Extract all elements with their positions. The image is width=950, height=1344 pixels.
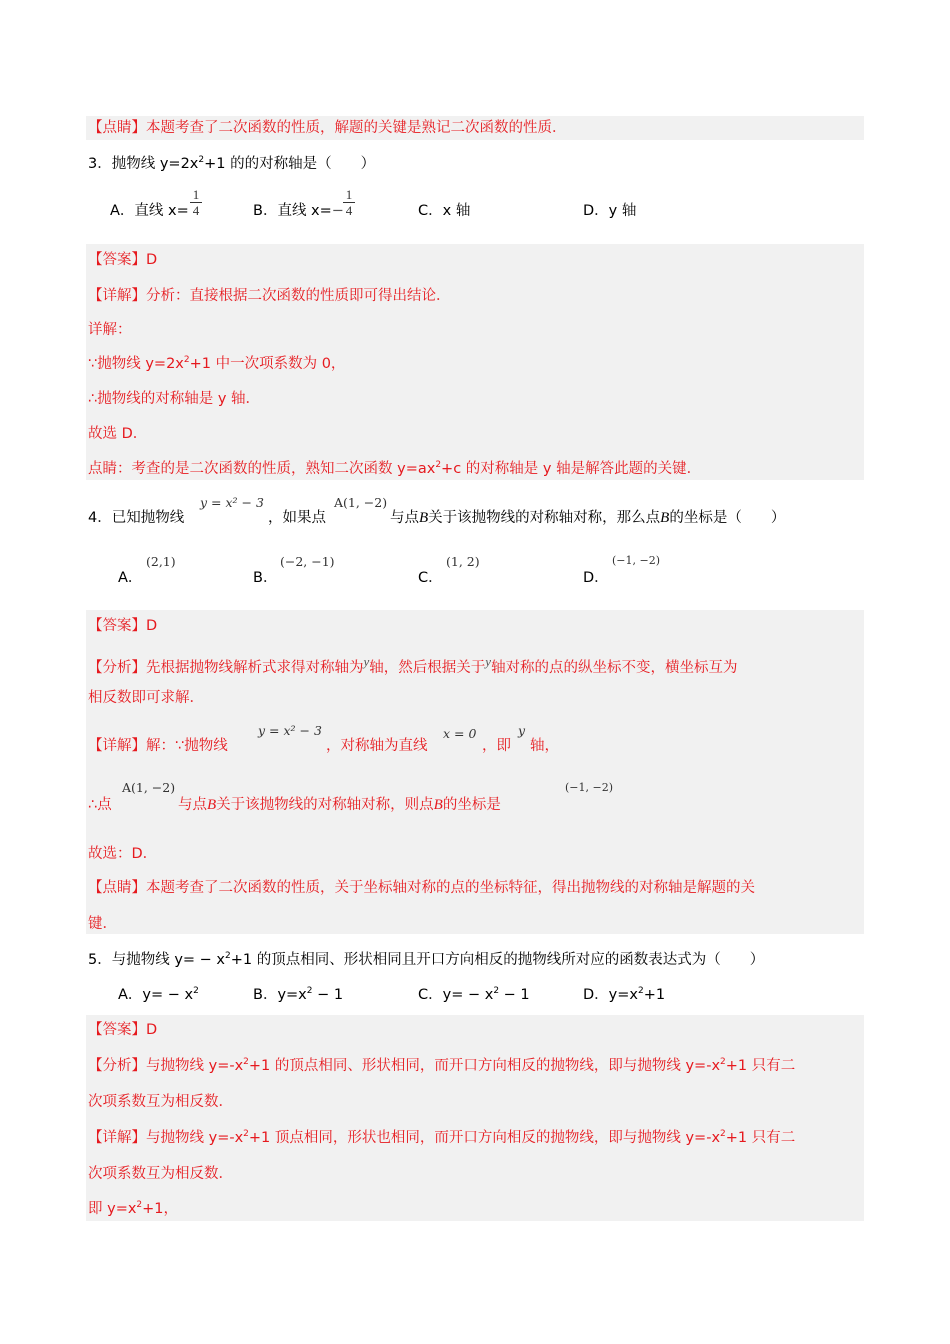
- q4-option-a: A．: [118, 570, 143, 586]
- q5-analysis-line2: 次项系数互为相反数．: [88, 1094, 233, 1110]
- q5-option-b: B．$y=x^2 - 1$: [253, 986, 344, 1003]
- q4-option-a-value: (2,1): [146, 554, 176, 569]
- q4-detail-line2-a: ∴点: [88, 797, 112, 813]
- q4-comment-line2: 键．: [88, 916, 117, 932]
- q4-detail-line2-value: (−1, −2): [565, 781, 614, 794]
- q4-comment-line1: 【点睛】本题考查了二次函数的性质，关于坐标轴对称的点的坐标特征，得出抛物线的对称轴是解题的关: [88, 880, 755, 896]
- q4-option-c-value: (1, 2): [446, 554, 480, 569]
- q4-stem-a: 4．已知抛物线: [88, 510, 185, 526]
- q3-option-a: A．直线 x=: [110, 203, 189, 219]
- q3-detail: 【详解】分析：直接根据二次函数的性质即可得出结论．: [88, 288, 451, 304]
- q5-detail-line3: 即 $y=x^2+1$，: [88, 1200, 179, 1217]
- q5-solution-box: [86, 1015, 864, 1221]
- q4-analysis-line1: 【分析】先根据抛物线解析式求得对称轴为y轴，然后根据关于y轴对称的点的纵坐标不变，横坐标互为: [88, 654, 738, 676]
- q3-detail-line5: 故选 D．: [88, 426, 148, 442]
- q5-option-d: D．$y=x^2+1$: [583, 986, 666, 1003]
- q4-option-b-value: (−2, −1): [280, 554, 335, 569]
- q4-detail-line2-point: A(1, −2): [122, 780, 176, 795]
- q4-stem-c: 与点B关于该抛物线的对称轴对称，那么点B的坐标是（ ）: [390, 510, 786, 526]
- q4-stem-point: A(1, −2): [334, 495, 388, 510]
- q4-detail-expression: y = x² − 3: [258, 723, 322, 738]
- q5-detail-line2: 次项系数互为相反数．: [88, 1166, 233, 1182]
- q3-comment: 点睛：考查的是二次函数的性质，熟知二次函数 $y=ax^2+c$ 的对称轴是 y 轴是解答此题的关键．: [88, 460, 702, 477]
- q4-detail-b: ，对称轴为直线: [326, 738, 428, 754]
- q3-option-b-fraction: 1 4: [342, 187, 356, 218]
- q5-option-a: A．$y= - x^2$: [118, 986, 199, 1003]
- q4-detail-y: y: [518, 723, 526, 738]
- q3-option-b: B．直线 x=−: [253, 203, 344, 219]
- q3-option-d: D．y 轴: [583, 203, 637, 219]
- q5-stem: 5．与抛物线 $y= - x^2+1$ 的顶点相同、形状相同且开口方向相反的抛物线所对应的函数表达式为（ ）: [88, 951, 765, 968]
- q4-analysis-line2: 相反数即可求解．: [88, 690, 204, 706]
- q4-detail-line2-b: 与点B关于该抛物线的对称轴对称，则点B的坐标是: [178, 797, 501, 813]
- q4-detail-line3: 故选：D．: [88, 846, 158, 862]
- q3-detail-line3: ∵抛物线 $y=2x^2+1$ 中一次项系数为 0，: [88, 355, 346, 372]
- q4-detail-a: 【详解】解：∵抛物线: [88, 738, 228, 754]
- q3-detail-heading: 详解：: [88, 322, 132, 338]
- q3-option-a-fraction: 1 4: [189, 187, 203, 218]
- q4-option-d-value: (−1, −2): [612, 554, 661, 567]
- q3-option-c: C．x 轴: [418, 203, 471, 219]
- q2-comment: 【点睛】本题考查了二次函数的性质，解题的关键是熟记二次函数的性质．: [88, 120, 567, 136]
- q3-answer: 【答案】D: [88, 252, 158, 268]
- q4-option-b: B．: [253, 570, 278, 586]
- q4-stem-b: ，如果点: [268, 510, 326, 526]
- q4-option-d: D．: [583, 570, 609, 586]
- q4-detail-x0: x = 0: [443, 726, 477, 741]
- q4-answer: 【答案】D: [88, 618, 158, 634]
- q4-stem-expression: y = x² − 3: [200, 495, 264, 510]
- q3-detail-line4: ∴抛物线的对称轴是 y 轴．: [88, 391, 261, 407]
- q5-answer: 【答案】D: [88, 1022, 158, 1038]
- q4-detail-d: 轴，: [530, 738, 559, 754]
- q4-option-c: C．: [418, 570, 443, 586]
- q4-detail-c: ，即: [482, 738, 511, 754]
- q5-option-c: C．$y= - x^2 - 1$: [418, 986, 530, 1003]
- q5-detail-line1: 【详解】与抛物线 $y=-x^2+1$ 顶点相同，形状也相同，而开口方向相反的抛物线，即与抛物线 $y=-x^2+1$ 只有二: [88, 1129, 796, 1146]
- q3-stem: 3．抛物线 $y=2x^2+1$ 的的对称轴是（ ）: [88, 155, 376, 172]
- q5-analysis-line1: 【分析】与抛物线 $y=-x^2+1$ 的顶点相同、形状相同，而开口方向相反的抛物线，即与抛物线 $y=-x^2+1$ 只有二: [88, 1057, 796, 1074]
